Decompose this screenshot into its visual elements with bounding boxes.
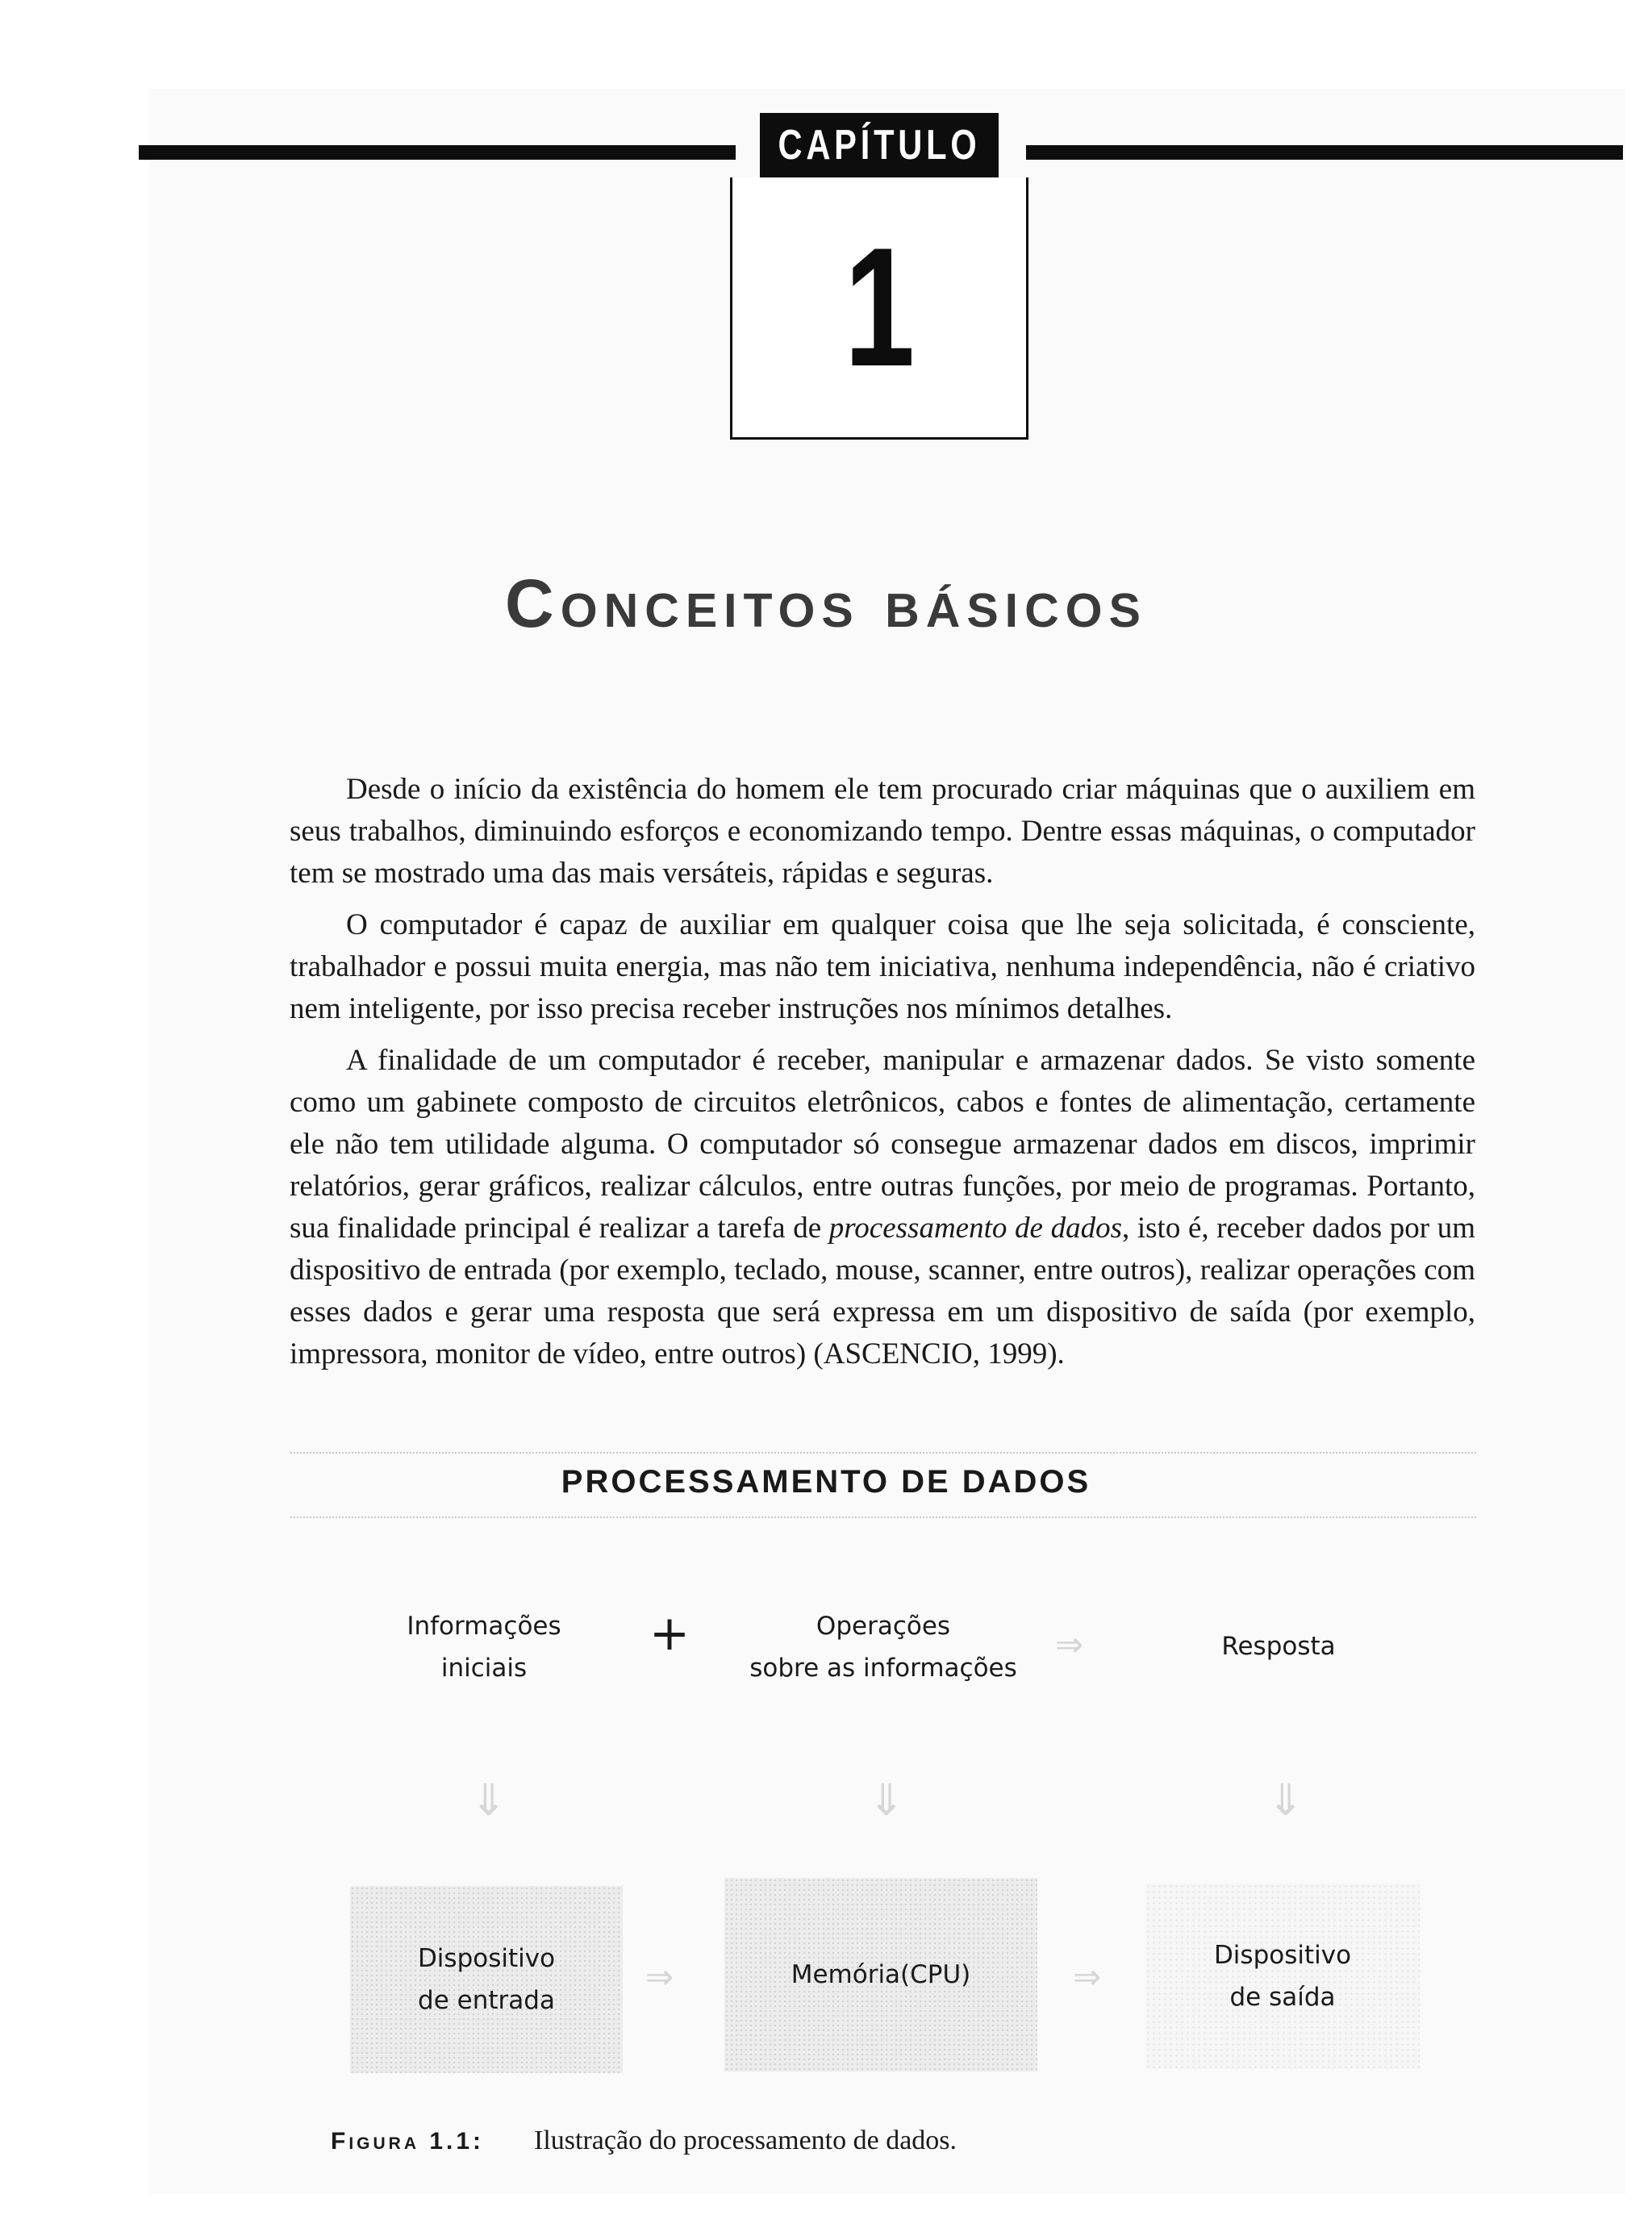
caption-label: Figura 1.1:: [331, 2128, 485, 2155]
operations-label: [730, 1605, 1037, 1689]
output-device-line-1: Dispositivo: [1213, 1941, 1352, 1970]
output-device-box-label: [1145, 1884, 1420, 2069]
paragraph-3-start: A finalidade de um computador é receber, manipular e armazenar dados. Se visto somente como um gabinete composto de circuitos eletrônicos, cabos e fontes de alimentação, certamente ele não tem utilidade alguma. O computador só consegue armazenar dados em discos, imprimir relatórios, gerar gráficos, realizar cálculos, entre outras funções, por meio de programas. Portanto, sua finalidade principal é realizar a tarefa de: [290, 1044, 1475, 1245]
down-arrow-icon-3: ⇓: [1267, 1775, 1304, 1825]
response-label: Resposta: [1221, 1632, 1336, 1661]
body-text: [290, 769, 1475, 1385]
input-info-line-1: Informações: [407, 1612, 561, 1641]
chapter-badge: [730, 113, 1028, 440]
input-device-box: [350, 1886, 623, 2073]
right-arrow-icon-2: ⇒: [645, 1957, 674, 1996]
input-device-box-label: [350, 1886, 623, 2073]
paragraph-3-end: , isto é, receber dados por um dispositivo de entrada (por exemplo, teclado, mouse, scanner, entre outros), realizar operações com esses dados e gerar uma resposta que será expressa em um dispositivo de saída (por exemplo, impressora, monitor de vídeo, entre outros) (ASCENCIO, 1999).: [290, 1212, 1475, 1370]
memory-box: [724, 1878, 1037, 2071]
header-rule-left: [139, 145, 736, 160]
operations-line-2: sobre as informações: [749, 1654, 1017, 1683]
plus-sign: +: [649, 1605, 690, 1662]
paragraph-2: O computador é capaz de auxiliar em qualquer coisa que lhe seja solicitada, é consciente, trabalhador e possui muita energia, mas não tem iniciativa, nenhuma independência, não é criativo nem inteligente, por isso precisa receber instruções nos mínimos detalhes.: [290, 908, 1475, 1025]
emphasis-processamento: processamento de dados: [828, 1212, 1122, 1245]
chapter-title: Conceitos básicos: [505, 565, 1147, 641]
figure-title: PROCESSAMENTO DE DADOS: [561, 1464, 1091, 1500]
input-info-line-2: iniciais: [440, 1654, 528, 1683]
figure-caption: [331, 2126, 957, 2156]
input-info-label: [367, 1605, 601, 1689]
memory-label: Memória(CPU): [791, 1960, 971, 1989]
output-device-box: [1145, 1884, 1420, 2069]
chapter-label: CAPÍTULO: [760, 113, 999, 177]
figure-rule-top: [290, 1452, 1476, 1454]
output-device-line-2: de saída: [1229, 1983, 1336, 2012]
paragraph-3: [290, 1040, 1475, 1375]
input-device-line-1: Dispositivo: [417, 1944, 556, 1973]
chapter-number-frame: [730, 177, 1028, 440]
down-arrow-icon-2: ⇓: [868, 1775, 905, 1825]
right-arrow-icon-3: ⇒: [1073, 1957, 1102, 1996]
operations-line-1: Operações: [816, 1612, 951, 1641]
figure-rule-bottom: [290, 1517, 1476, 1518]
right-arrow-icon: ⇒: [1055, 1625, 1084, 1664]
input-device-line-2: de entrada: [418, 1986, 555, 2015]
paragraph-1: Desde o início da existência do homem ele tem procurado criar máquinas que o auxiliem em seus trabalhos, diminuindo esforços e economizando tempo. Dentre essas máquinas, o computador tem se mostrado uma das mais versáteis, rápidas e seguras.: [290, 773, 1475, 890]
chapter-number: 1: [844, 212, 915, 402]
caption-text: Ilustração do processamento de dados.: [534, 2126, 957, 2155]
header-rule-right: [1026, 145, 1623, 160]
down-arrow-icon-1: ⇓: [470, 1775, 507, 1825]
